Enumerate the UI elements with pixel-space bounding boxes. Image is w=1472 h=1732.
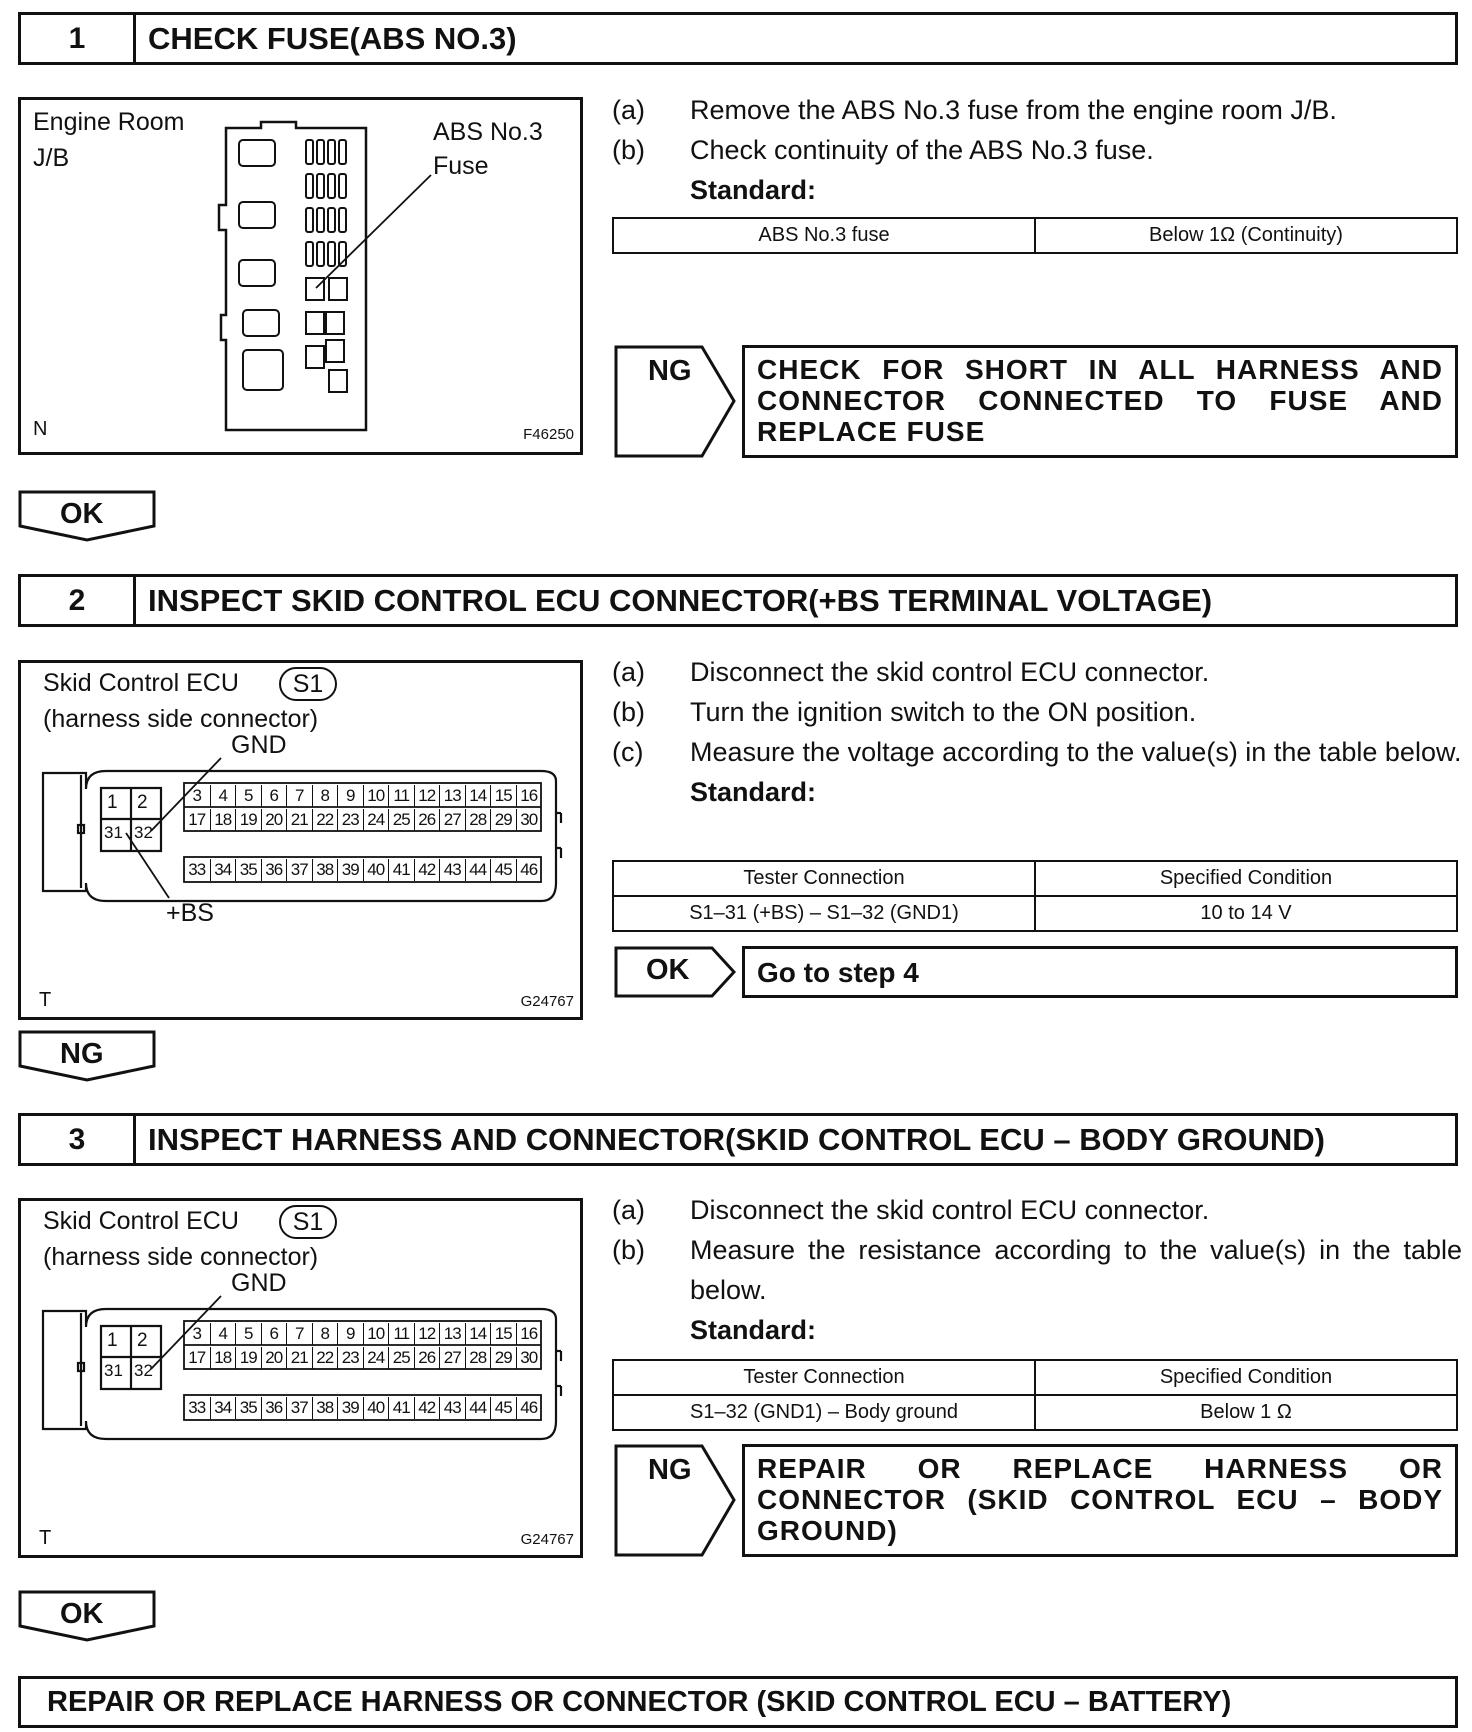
step2-figure: [18, 660, 583, 1020]
connector-pin: 15: [490, 1323, 516, 1345]
ok-arrow-tag: [614, 946, 736, 998]
connector-pin: 42: [414, 1397, 440, 1419]
step2-number: 2: [21, 577, 136, 624]
connector-pin: 4: [210, 785, 236, 807]
connector-pin: 7: [286, 1323, 312, 1345]
connector-pin: 27: [439, 1347, 465, 1369]
step1-standard-table: [612, 217, 1458, 254]
pin-31: 31: [104, 823, 123, 842]
figure-corner-mark: N: [33, 418, 48, 440]
step1-figure-label1: Engine Room: [33, 108, 185, 136]
connector-pin: 14: [465, 1323, 491, 1345]
step3-figure: [18, 1198, 583, 1558]
table-header-cell: Tester Connection: [613, 861, 1035, 896]
table-cell: ABS No.3 fuse: [613, 218, 1035, 253]
connector-pin: 39: [337, 859, 363, 881]
ng-tag-label: NG: [648, 1454, 692, 1486]
connector-pin: 15: [490, 785, 516, 807]
step2-ok-result: [614, 946, 1458, 998]
connector-pin: 12: [414, 1323, 440, 1345]
connector-pin: 24: [363, 809, 389, 831]
step2-standard-table: [612, 860, 1458, 932]
connector-pin: 3: [192, 786, 201, 805]
connector-pin: 37: [286, 859, 312, 881]
connector-pin: 33: [188, 860, 206, 879]
connector-pin: 20: [261, 809, 287, 831]
step2-instructions: [612, 652, 1462, 812]
connector-pin: 36: [261, 1397, 287, 1419]
ok-flow-label: OK: [60, 498, 104, 530]
ecu-label: Skid Control ECU: [43, 1207, 239, 1235]
step2-ng-flow: [18, 1030, 158, 1082]
connector-id: S1: [292, 669, 324, 698]
table-cell: 10 to 14 V: [1035, 896, 1457, 931]
step3-title: INSPECT HARNESS AND CONNECTOR(SKID CONTROL ECU – BODY GROUND): [148, 1121, 1325, 1157]
connector-pin: 44: [465, 1397, 491, 1419]
connector-pin: 23: [337, 809, 363, 831]
connector-pin: 35: [235, 1397, 261, 1419]
step3-standard-table: [612, 1359, 1458, 1431]
ng-action-text: REPAIR OR REPLACE HARNESS OR CONNECTOR (SKID CONTROL ECU – BODY GROUND): [742, 1444, 1458, 1557]
instruction-label: (b): [612, 1235, 645, 1265]
ng-action-text: CHECK FOR SHORT IN ALL HARNESS AND CONNECTOR CONNECTED TO FUSE AND REPLACE FUSE: [742, 345, 1458, 458]
connector-pin: 5: [235, 1323, 261, 1345]
connector-pin: 13: [439, 785, 465, 807]
connector-pin: 43: [439, 1397, 465, 1419]
connector-pin: 26: [414, 1347, 440, 1369]
connector-pin: 21: [286, 809, 312, 831]
connector-pin: 22: [312, 809, 338, 831]
ok-flow-label: OK: [60, 1598, 104, 1630]
ecu-label: Skid Control ECU: [43, 669, 239, 697]
table-header-cell: Specified Condition: [1035, 861, 1457, 896]
instruction-text: Remove the ABS No.3 fuse from the engine room J/B.: [690, 95, 1337, 125]
pin-2: 2: [137, 792, 148, 813]
figure-corner-mark: T: [39, 989, 52, 1011]
step3-header: [18, 1113, 1458, 1166]
connector-pin: 46: [516, 1397, 542, 1419]
standard-label: Standard:: [690, 175, 817, 205]
fuse-label-2: Fuse: [433, 152, 489, 180]
instruction-text: Measure the resistance according to the value(s) in the table below.: [690, 1235, 1462, 1305]
step1-ok-flow: [18, 490, 158, 542]
connector-pin: 18: [210, 809, 236, 831]
connector-pin: 21: [286, 1347, 312, 1369]
connector-pin: 46: [516, 859, 542, 881]
connector-pin: 29: [490, 809, 516, 831]
connector-pin: 8: [312, 785, 338, 807]
connector-pin: 40: [363, 1397, 389, 1419]
ok-action-text: Go to step 4: [742, 946, 1458, 998]
instruction-text: Disconnect the skid control ECU connector.: [690, 657, 1210, 687]
connector-pin: 39: [337, 1397, 363, 1419]
gnd-label: GND: [231, 1269, 287, 1297]
step1-instructions: [612, 90, 1462, 210]
table-cell: Below 1 Ω: [1035, 1395, 1457, 1430]
connector-pin: 43: [439, 859, 465, 881]
step3-ng-result: [614, 1444, 1458, 1557]
step2-header: [18, 574, 1458, 627]
ok-tag-label: OK: [646, 954, 690, 986]
step3-number: 3: [21, 1116, 136, 1163]
table-header-row: [613, 1360, 1457, 1395]
instruction-label: (c): [612, 737, 644, 767]
step1-ng-result: [614, 345, 1458, 458]
instruction-text: Measure the voltage according to the value(s) in the table below.: [690, 737, 1462, 767]
step1-figure-label2: J/B: [33, 144, 70, 172]
table-header-cell: Specified Condition: [1035, 1360, 1457, 1395]
pin-32: 32: [134, 823, 153, 842]
ng-flow-label: NG: [60, 1038, 104, 1070]
connector-pin: 17: [188, 1348, 206, 1367]
connector-pin: 10: [363, 785, 389, 807]
connector-pin: 16: [516, 1323, 542, 1345]
connector-pin: 7: [286, 785, 312, 807]
connector-pin: 24: [363, 1347, 389, 1369]
step1-title: CHECK FUSE(ABS NO.3): [148, 20, 517, 56]
instruction-label: (a): [612, 1195, 645, 1225]
connector-pin: 5: [235, 785, 261, 807]
connector-pin: 45: [490, 859, 516, 881]
connector-pin: 19: [235, 1347, 261, 1369]
connector-pin: 10: [363, 1323, 389, 1345]
instruction-label: (b): [612, 135, 645, 165]
connector-pin: 9: [337, 785, 363, 807]
gnd-label: GND: [231, 731, 287, 759]
standard-label: Standard:: [690, 777, 817, 807]
connector-pin: 42: [414, 859, 440, 881]
step3-ok-flow: [18, 1590, 158, 1642]
ng-arrow-tag: [614, 1444, 736, 1557]
ng-tag-label: NG: [648, 355, 692, 387]
connector-pin: 25: [388, 809, 414, 831]
instruction-label: (a): [612, 657, 645, 687]
harness-side-label: (harness side connector): [43, 705, 319, 733]
step2-title: INSPECT SKID CONTROL ECU CONNECTOR(+BS TERMINAL VOLTAGE): [148, 582, 1213, 618]
connector-pin: 44: [465, 859, 491, 881]
connector-pin: 36: [261, 859, 287, 881]
connector-pin: 41: [388, 859, 414, 881]
connector-pin: 9: [337, 1323, 363, 1345]
table-row: [613, 1395, 1457, 1430]
connector-id-badge: [279, 1205, 337, 1239]
connector-pin: 17: [188, 810, 206, 829]
table-row: [613, 896, 1457, 931]
connector-pin: 34: [210, 1397, 236, 1419]
table-cell: S1–32 (GND1) – Body ground: [613, 1395, 1035, 1430]
table-cell: S1–31 (+BS) – S1–32 (GND1): [613, 896, 1035, 931]
instruction-label: (b): [612, 697, 645, 727]
connector-pin: 34: [210, 859, 236, 881]
pin-31: 31: [104, 1361, 123, 1380]
figure-code: G24767: [520, 993, 574, 1010]
connector-pin: 12: [414, 785, 440, 807]
connector-pin: 6: [261, 1323, 287, 1345]
table-header-row: [613, 861, 1457, 896]
connector-pin: 41: [388, 1397, 414, 1419]
connector-pin: 16: [516, 785, 542, 807]
fuse-label-1: ABS No.3: [433, 118, 543, 146]
instruction-text: Turn the ignition switch to the ON position.: [690, 697, 1197, 727]
harness-side-label: (harness side connector): [43, 1243, 319, 1271]
instruction-text: Disconnect the skid control ECU connector.: [690, 1195, 1210, 1225]
table-cell: Below 1Ω (Continuity): [1035, 218, 1457, 253]
connector-pin: 20: [261, 1347, 287, 1369]
connector-pin: 25: [388, 1347, 414, 1369]
final-action-box: [18, 1676, 1458, 1728]
connector-pin: 18: [210, 1347, 236, 1369]
connector-pin: 6: [261, 785, 287, 807]
connector-pin: 26: [414, 809, 440, 831]
connector-pin: 45: [490, 1397, 516, 1419]
pin-1: 1: [107, 1330, 118, 1351]
final-action-text: REPAIR OR REPLACE HARNESS OR CONNECTOR (SKID CONTROL ECU – BATTERY): [47, 1685, 1232, 1718]
pin-2: 2: [137, 1330, 148, 1351]
connector-pin: 4: [210, 1323, 236, 1345]
connector-pin: 30: [516, 1347, 542, 1369]
connector-pin: 38: [312, 859, 338, 881]
connector-pin: 22: [312, 1347, 338, 1369]
connector-pin: 37: [286, 1397, 312, 1419]
connector-pin: 28: [465, 1347, 491, 1369]
connector-pin: 3: [192, 1324, 201, 1343]
table-row: [613, 218, 1457, 253]
fuse-box-diagram: [21, 100, 580, 452]
connector-pin: 13: [439, 1323, 465, 1345]
connector-pin: 35: [235, 859, 261, 881]
bs-label: +BS: [166, 899, 214, 927]
connector-pin: 38: [312, 1397, 338, 1419]
connector-pin: 19: [235, 809, 261, 831]
connector-pin: 23: [337, 1347, 363, 1369]
connector-pin: 33: [188, 1398, 206, 1417]
connector-pin: 28: [465, 809, 491, 831]
connector-id: S1: [292, 1207, 324, 1236]
standard-label: Standard:: [690, 1315, 817, 1345]
instruction-label: (a): [612, 95, 645, 125]
ng-arrow-tag: [614, 345, 736, 458]
pin-32: 32: [134, 1361, 153, 1380]
figure-corner-mark: T: [39, 1527, 52, 1549]
connector-pin: 40: [363, 859, 389, 881]
connector-pin: 14: [465, 785, 491, 807]
figure-code: F46250: [523, 426, 574, 443]
figure-code: G24767: [520, 1531, 574, 1548]
connector-id-badge: [279, 667, 337, 701]
step1-figure: [18, 97, 583, 455]
step1-header: [18, 12, 1458, 65]
step1-number: 1: [21, 15, 136, 62]
connector-pin: 11: [388, 785, 414, 807]
table-header-cell: Tester Connection: [613, 1360, 1035, 1395]
pin-1: 1: [107, 792, 118, 813]
connector-pin: 29: [490, 1347, 516, 1369]
connector-pin: 30: [516, 809, 542, 831]
connector-pin: 27: [439, 809, 465, 831]
connector-pin: 8: [312, 1323, 338, 1345]
step3-instructions: [612, 1190, 1462, 1350]
connector-pin: 11: [388, 1323, 414, 1345]
instruction-text: Check continuity of the ABS No.3 fuse.: [690, 135, 1154, 165]
